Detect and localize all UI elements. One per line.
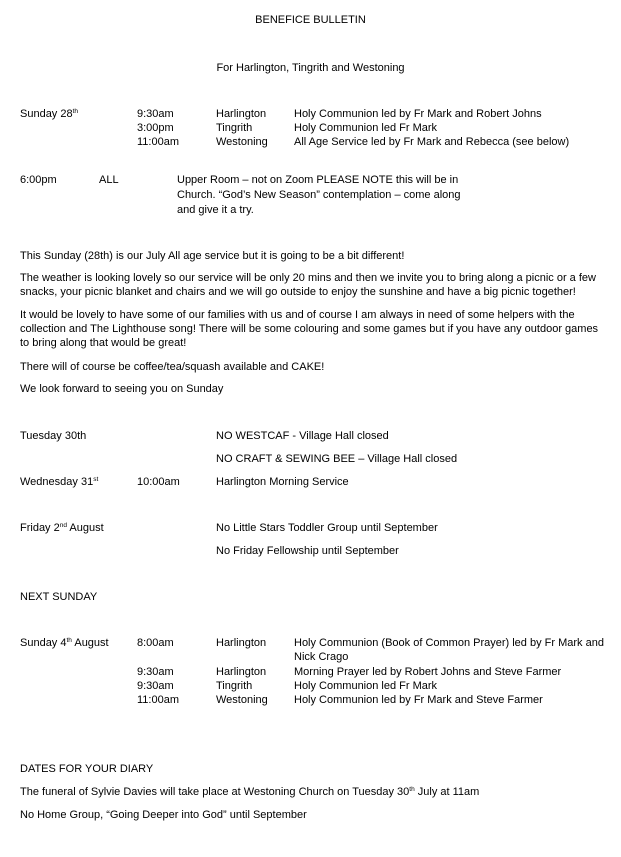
bulletin-title: BENEFICE BULLETIN bbox=[255, 14, 366, 26]
service-description: Holy Communion led by Fr Mark and Robert Johns bbox=[294, 108, 542, 120]
service-place: Westoning bbox=[216, 694, 268, 706]
paragraph: This Sunday (28th) is our July All age service but it is going to be a bit different! bbox=[20, 250, 405, 262]
service-place: Harlington bbox=[216, 637, 267, 649]
paragraph: We look forward to seeing you on Sunday bbox=[20, 383, 224, 395]
next-sunday-heading: NEXT SUNDAY bbox=[20, 591, 98, 603]
sunday-28-day: Sunday 28th bbox=[20, 108, 79, 120]
service-description: Holy Communion led by Fr Mark and Steve Farmer bbox=[294, 694, 543, 706]
diary-heading: DATES FOR YOUR DIARY bbox=[20, 763, 154, 775]
paragraph: The weather is looking lovely so our service will be only 20 mins and then we invite you to bring along a picnic or a few snacks, your picnic blanket and chairs and we will go outside to enjoy the sunshine and have a big picnic together! bbox=[20, 272, 596, 298]
service-time: 11:00am bbox=[137, 136, 179, 148]
service-place: Harlington bbox=[216, 108, 267, 120]
tuesday-note: NO CRAFT & SEWING BEE – Village Hall closed bbox=[216, 453, 458, 465]
friday-note: No Friday Fellowship until September bbox=[216, 545, 399, 557]
service-place: Tingrith bbox=[216, 122, 253, 134]
service-description: All Age Service led by Fr Mark and Rebecca (see below) bbox=[294, 136, 570, 148]
service-place: Harlington bbox=[216, 666, 267, 678]
service-description: Holy Communion (Book of Common Prayer) led by Fr Mark and Nick Crago bbox=[294, 637, 604, 663]
wednesday-time: 10:00am bbox=[137, 476, 180, 488]
service-description: Holy Communion led Fr Mark bbox=[294, 680, 438, 692]
diary-home-group: No Home Group, “Going Deeper into God” until September bbox=[20, 809, 307, 821]
paragraph: There will of course be coffee/tea/squash available and CAKE! bbox=[20, 361, 325, 373]
wednesday-day: Wednesday 31st bbox=[20, 476, 99, 488]
tuesday-day: Tuesday 30th bbox=[20, 430, 87, 442]
next-sunday-day: Sunday 4th August bbox=[20, 637, 109, 649]
service-time: 8:00am bbox=[137, 637, 174, 649]
tuesday-note: NO WESTCAF - Village Hall closed bbox=[216, 430, 389, 442]
service-place: Tingrith bbox=[216, 680, 253, 692]
bulletin-subtitle: For Harlington, Tingrith and Westoning bbox=[216, 62, 405, 74]
friday-note: No Little Stars Toddler Group until September bbox=[216, 522, 438, 534]
service-time: 9:30am bbox=[137, 680, 174, 692]
upper-room-time: 6:00pm bbox=[20, 174, 57, 186]
service-time: 9:30am bbox=[137, 108, 174, 120]
service-place: Westoning bbox=[216, 136, 268, 148]
service-description: Morning Prayer led by Robert Johns and Steve Farmer bbox=[294, 666, 562, 678]
service-time: 3:00pm bbox=[137, 122, 174, 134]
service-description: Holy Communion led Fr Mark bbox=[294, 122, 438, 134]
upper-room-description: Upper Room – not on Zoom PLEASE NOTE this will be in Church. “God’s New Season” contemplation – come along and give it a try. bbox=[177, 174, 461, 216]
wednesday-note: Harlington Morning Service bbox=[216, 476, 349, 488]
upper-room-who: ALL bbox=[99, 174, 119, 186]
diary-funeral: The funeral of Sylvie Davies will take place at Westoning Church on Tuesday 30th July at 11am bbox=[20, 786, 480, 798]
friday-day: Friday 2nd August bbox=[20, 522, 104, 534]
service-time: 11:00am bbox=[137, 694, 179, 706]
paragraph: It would be lovely to have some of our families with us and of course I am always in need of some helpers with the collection and The Lighthouse song! There will be some colouring and some games but if you have any outdoor games to bring along that would be great! bbox=[20, 309, 599, 349]
service-time: 9:30am bbox=[137, 666, 174, 678]
